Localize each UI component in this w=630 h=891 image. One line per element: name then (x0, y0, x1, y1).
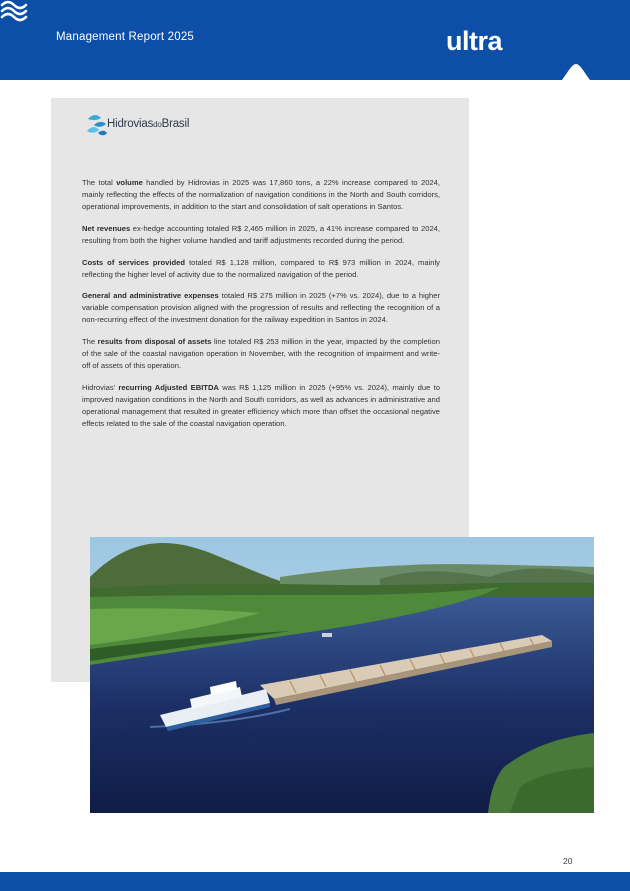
paragraph-net-revenues: Net revenues ex-hedge accounting totaled R$ 2,465 million in 2025, a 41% increase compared to 2024, resulting from both the higher volume handled and tariff adjustments recorded during the period. (82, 223, 441, 245)
logo-name-main: Hidrovias (107, 118, 154, 130)
photo-illustration (90, 537, 594, 813)
term-net-revenues: Net revenues (82, 223, 131, 233)
logo-name-small: do (153, 120, 162, 129)
term-ebitda: recurring Adjusted EBITDA (118, 382, 219, 392)
term-asset-disposal: results from disposal of assets (97, 337, 212, 347)
barge-river-photo (90, 537, 594, 813)
page-header (0, 0, 630, 80)
paragraph-ga-expenses: General and administrative expenses totaled R$ 275 million in 2025 (+7% vs. 2024), due to a higher variable compensation provision aligned with the progression of results and reflecting the recognition of a non-recurring effect of the investment donation for the railway expedition in Santos in 2024. (82, 291, 440, 325)
logo-name-end: Brasil (161, 118, 190, 130)
report-title: Management Report 2025 (56, 31, 195, 43)
ultra-logo-text: ultra (446, 26, 503, 56)
term-ga-expenses: General and administrative expenses (82, 291, 219, 301)
page-number: 20 (563, 856, 573, 866)
paragraph-asset-disposal: The results from disposal of assets line totaled R$ 253 million in the year, impacted by the completion of the sale of the coastal navigation operation in November, with the recognition of impairment and write-off of assets of this operation. (82, 337, 440, 371)
footer-bar (0, 872, 630, 891)
ultra-waves-icon (0, 0, 28, 22)
hidrovias-logo-text (107, 118, 189, 130)
paragraph-volume: The total volume handled by Hidrovias in 2025 was 17,860 tons, a 22% increase compared to 2024, mainly reflecting the effects of the normalization of navigation conditions in the North and South corridors, operational improvements, in addition to the start and consolidation of salt operations in Santos. (82, 178, 440, 211)
term-volume: volume (116, 178, 143, 187)
report-body (82, 177, 440, 440)
paragraph-ebitda: Hidrovias’ recurring Adjusted EBITDA was R$ 1,125 million in 2025 (+95% vs. 2024), mainly due to improved navigation conditions in the North and South corridors, as well as advances in administrative and operational management that resulted in greater efficiency which more than offset the occasional negative effects related to the sale of the coastal navigation operation. (82, 382, 440, 428)
term-costs: Costs of services provided (82, 257, 185, 267)
paragraph-costs: Costs of services provided totaled R$ 1,128 million, compared to R$ 973 million in 2024, mainly reflecting the higher level of activity due to the normalized navigation of the period. (82, 257, 440, 279)
